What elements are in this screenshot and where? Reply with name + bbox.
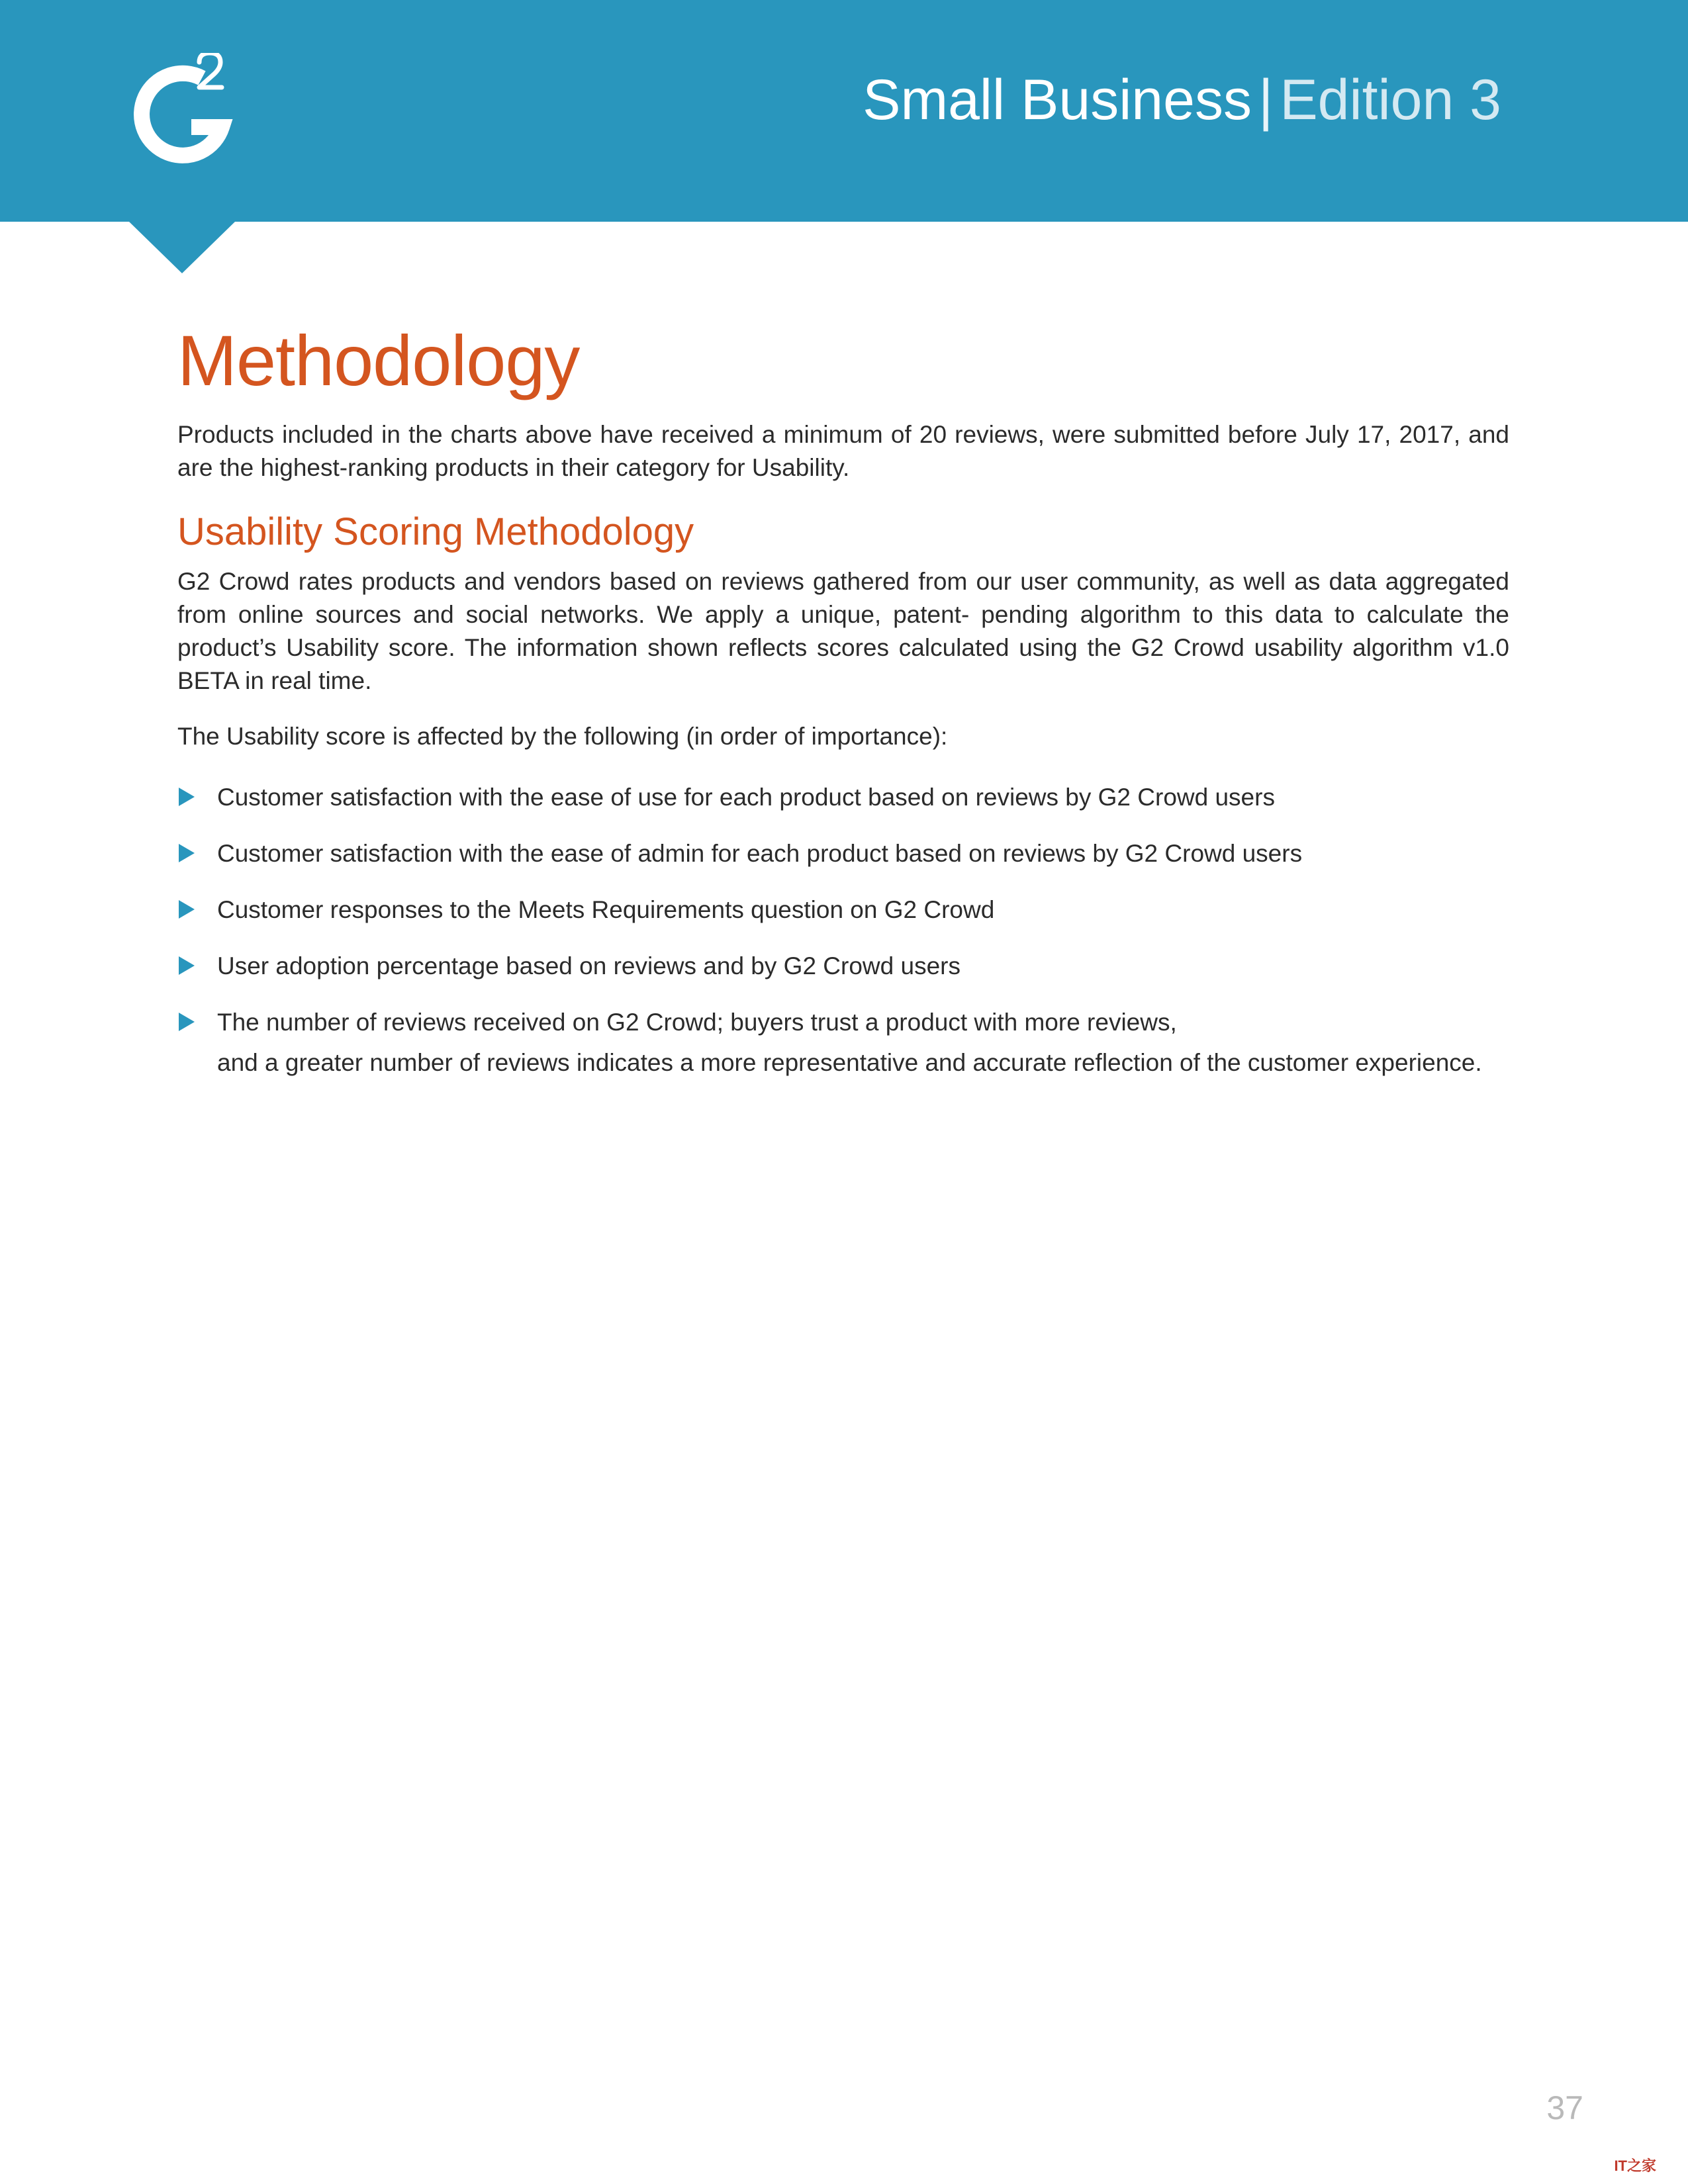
- list-item: The number of reviews received on G2 Crowd; buyers trust a product with more reviews, and a greater number of reviews indicates a more representative and accurate reflection of the customer experience.: [177, 1002, 1509, 1083]
- triangle-bullet-icon: [179, 1013, 195, 1031]
- section-title: Usability Scoring Methodology: [177, 510, 694, 553]
- report-edition: Edition 3: [1280, 68, 1501, 132]
- importance-intro: The Usability score is affected by the following (in order of importance):: [177, 723, 948, 750]
- page-title: Methodology: [177, 320, 580, 400]
- triangle-bullet-icon: [179, 844, 195, 862]
- list-item: User adoption percentage based on reviews and by G2 Crowd users: [177, 946, 1509, 986]
- methodology-paragraph: G2 Crowd rates products and vendors based on reviews gathered from our user community, as well as data aggregated from online sources and social networks. We apply a unique, patent- pending algorithm to this data to calculate the product’s Usability score. The information shown reflects scores calculated using the G2 Crowd usability algorithm v1.0 BETA in real time.: [177, 568, 1509, 694]
- report-title-main: Small Business: [863, 68, 1252, 132]
- title-separator: |: [1258, 68, 1274, 132]
- triangle-bullet-icon: [179, 956, 195, 975]
- list-item: Customer satisfaction with the ease of use for each product based on reviews by G2 Crowd users: [177, 777, 1509, 817]
- page-number: 37: [1546, 2089, 1583, 2126]
- list-item: Customer responses to the Meets Requirements question on G2 Crowd: [177, 889, 1509, 930]
- list-item: Customer satisfaction with the ease of admin for each product based on reviews by G2 Crowd users: [177, 833, 1509, 874]
- header-banner: [0, 0, 1688, 222]
- triangle-bullet-icon: [179, 900, 195, 919]
- importance-list: [177, 777, 1509, 1083]
- page-content: [177, 318, 1509, 1099]
- report-title: [863, 68, 1501, 132]
- triangle-bullet-icon: [179, 788, 195, 806]
- intro-paragraph: Products included in the charts above have received a minimum of 20 reviews, were submitted before July 17, 2017, and are the highest-ranking products in their category for Usability.: [177, 421, 1509, 481]
- g2-logo-icon: [122, 53, 242, 172]
- list-item-continuation: and a greater number of reviews indicates a more representative and accurate reflection of the customer experience.: [217, 1049, 1482, 1076]
- header-notch: [129, 222, 235, 273]
- watermark-logo: IT之家: [1614, 2158, 1656, 2174]
